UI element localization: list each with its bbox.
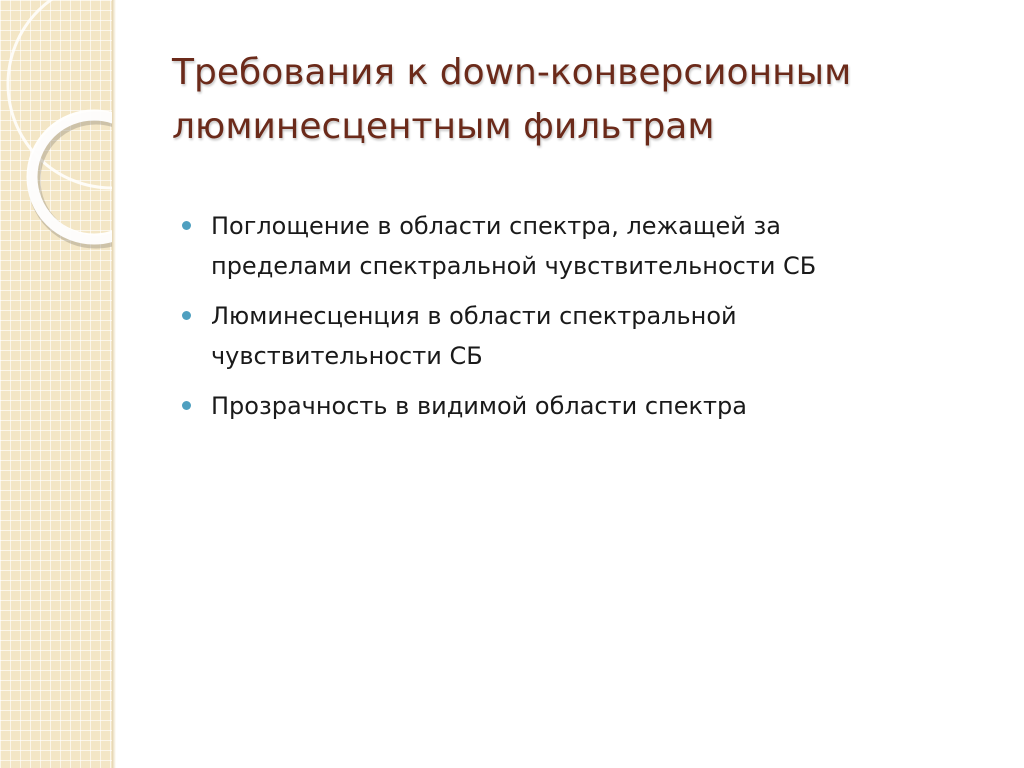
decorative-rings — [0, 0, 112, 768]
slide-title-line: люминесцентным фильтрам — [172, 106, 715, 147]
bullet-item — [180, 206, 980, 286]
bullet-item — [180, 386, 980, 426]
bullet-dot-icon — [182, 221, 191, 230]
decorative-ring-large — [8, 0, 112, 188]
bullet-list — [180, 206, 980, 436]
bullet-text-line: чувствительности СБ — [211, 342, 483, 370]
bullet-text — [211, 296, 980, 376]
bullet-item — [180, 296, 980, 376]
bullet-text-line: Прозрачность в видимой области спектра — [211, 392, 747, 420]
bullet-text — [211, 386, 980, 426]
bullet-text — [211, 206, 980, 286]
decorative-ring-small — [32, 115, 112, 239]
bullet-dot-icon — [182, 311, 191, 320]
slide-title-line: Требования к down-конверсионным — [172, 52, 852, 93]
slide-title — [172, 46, 992, 154]
bullet-text-line: пределами спектральной чувствительности СБ — [211, 252, 817, 280]
bullet-text-line: Люминесценция в области спектральной — [211, 302, 737, 330]
bullet-dot-icon — [182, 401, 191, 410]
bullet-text-line: Поглощение в области спектра, лежащей за — [211, 212, 781, 240]
decorative-side-strip — [0, 0, 112, 768]
side-strip-edge — [112, 0, 116, 768]
